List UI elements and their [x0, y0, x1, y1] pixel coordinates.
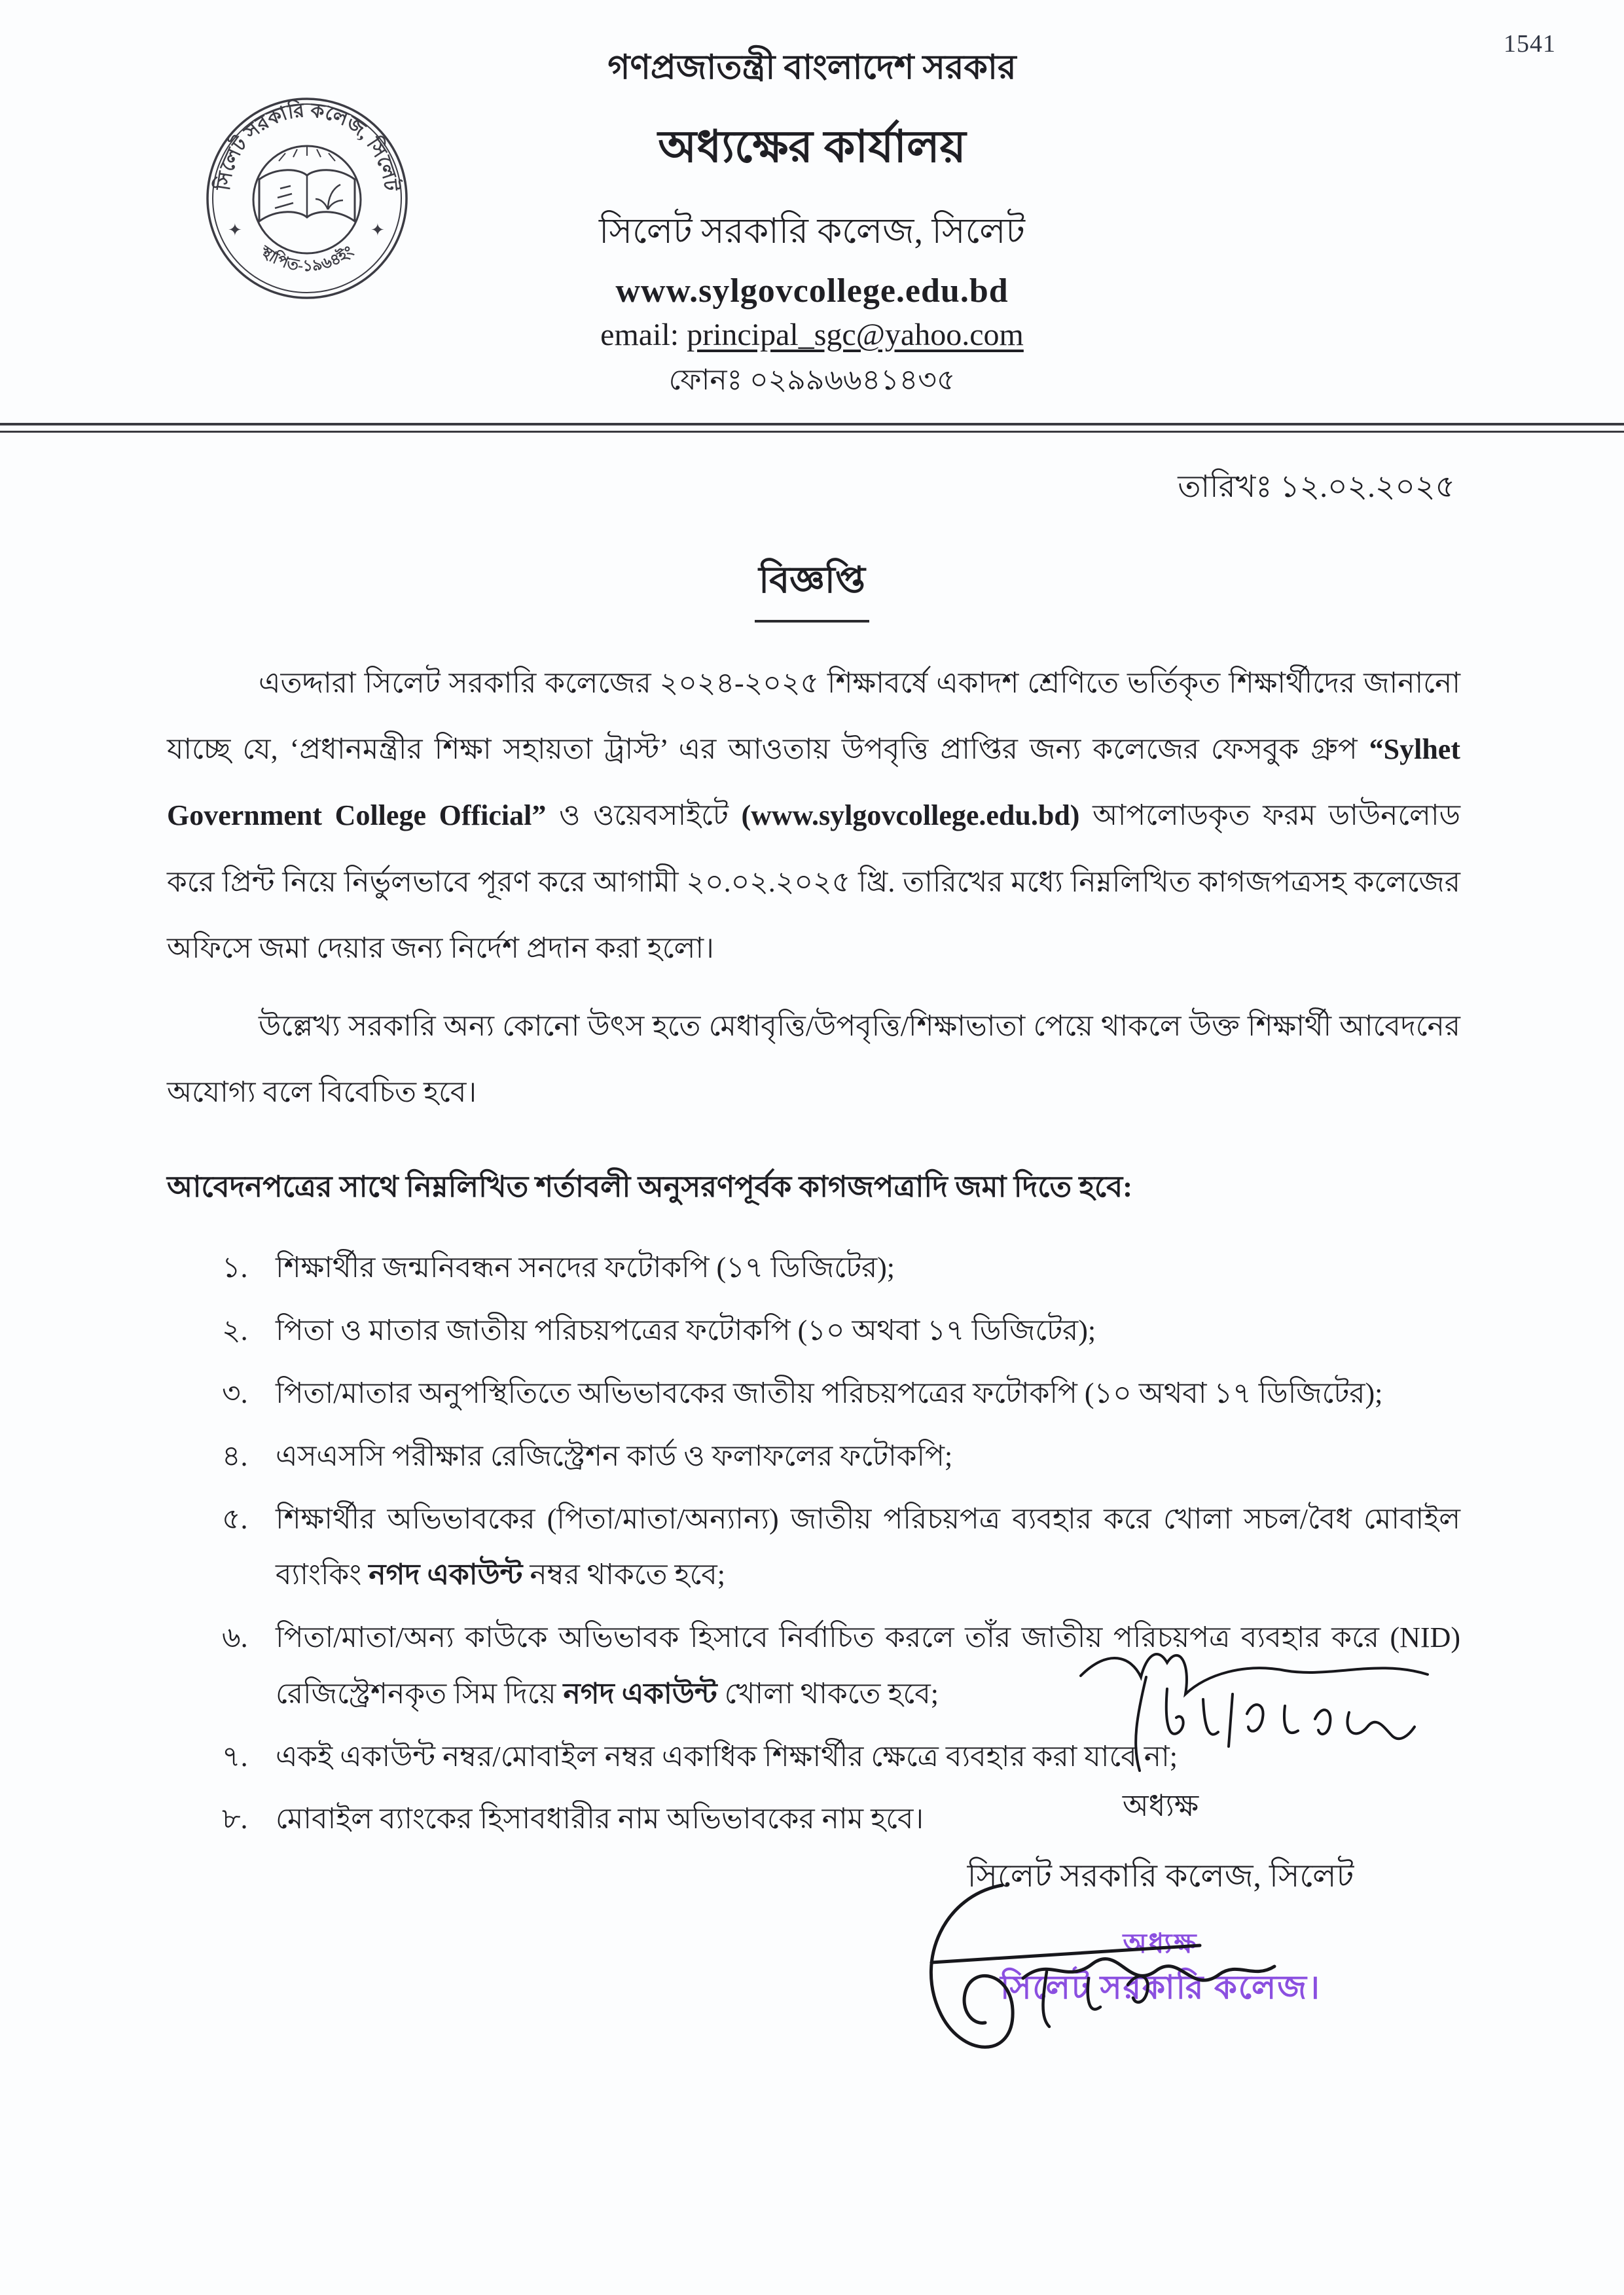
list-item: ৮. মোবাইল ব্যাংকের হিসাবধারীর নাম অভিভাবকের নাম হবে।	[222, 1803, 924, 1835]
email-label: email:	[600, 317, 687, 352]
seal-ring-text-top: সিলেট সরকারি কলেজ, সিলেট	[212, 99, 402, 192]
list-item: ৩. পিতা/মাতার অনুপস্থিতিতে অভিভাবকের জাতীয় পরিচয়পত্রের ফটোকপি (১০ অথবা ১৭ ডিজিটের);	[222, 1377, 1383, 1409]
office-name: অধ্যক্ষের কার্যালয়	[658, 122, 966, 172]
principal-signature-icon	[1069, 1636, 1435, 1787]
seal-star-left-icon: ✦	[228, 221, 242, 240]
signature-block	[873, 1636, 1449, 2008]
seal-ring-text-bottom: স্থাপিত-১৯৬৪ইং	[257, 243, 357, 275]
email-line	[0, 317, 1624, 353]
list-item: ২. পিতা ও মাতার জাতীয় পরিচয়পত্রের ফটোকপি (১০ অথবা ১৭ ডিজিটের);	[222, 1314, 1096, 1347]
svg-text:স্থাপিত-১৯৬৪ইং	[257, 241, 357, 274]
paragraph-1-text: এতদ্দারা সিলেট সরকারি কলেজের ২০২৪-২০২৫ শিক্ষাবর্ষে একাদশ শ্রেণিতে ভর্তিকৃত শিক্ষার্থীদের জানানো যাচ্ছে যে, ‘প্রধানমন্ত্রীর শিক্ষা সহায়তা ট্রাস্ট’ এর আওতায় উপবৃত্তি প্রাপ্তির জন্য কলেজের ফেসবুক গ্রুপ	[167, 667, 1460, 766]
signatory-college: সিলেট সরকারি কলেজ, সিলেট	[967, 1858, 1354, 1894]
paragraph-1: এতদ্দারা সিলেট সরকারি কলেজের ২০২৪-২০২৫ শিক্ষাবর্ষে একাদশ শ্রেণিতে ভর্তিকৃত শিক্ষার্থীদের জানানো যাচ্ছে যে, ‘প্রধানমন্ত্রীর শিক্ষা সহায়তা ট্রাস্ট’ এর আওতায় উপবৃত্তি প্রাপ্তির জন্য কলেজের ফেসবুক গ্রুপ “Sylhet Government College Official” ও ওয়েবসাইটে (www.sylgovcollege.edu.bd) আপলোডকৃত ফরম ডাউনলোড করে প্রিন্ট নিয়ে নির্ভুলভাবে পূরণ করে আগামী ২০.০২.২০২৫ খ্রি. তারিখের মধ্যে নিম্নলিখিত কাগজপত্রসহ কলেজের অফিসে জমা দেয়ার জন্য নির্দেশ প্রদান করা হলো।	[167, 667, 1460, 964]
header-divider	[0, 423, 1624, 433]
list-item: ৬. পিতা/মাতা/অন্য কাউকে অভিভাবক হিসাবে নির্বাচিত করলে তাঁর জাতীয় পরিচয়পত্র ব্যবহার করে (NID) রেজিস্ট্রেশনকৃত সিম দিয়ে নগদ একাউন্ট খোলা থাকতে হবে;	[222, 1621, 1460, 1710]
college-seal-icon	[202, 93, 412, 304]
paragraph-2: উল্লেখ্য সরকারি অন্য কোনো উৎস হতে মেধাবৃত্তি/উপবৃত্তি/শিক্ষাভাতা পেয়ে থাকলে উক্ত শিক্ষার্থী আবেদনের অযোগ্য বলে বিবেচিত হবে।	[167, 1009, 1460, 1109]
date-line: তারিখঃ ১২.০২.২০২৫	[1178, 470, 1455, 504]
letterhead	[0, 0, 1624, 406]
college-seal-logo	[202, 93, 412, 304]
government-name: গণপ্রজাতন্ত্রী বাংলাদেশ সরকার	[607, 49, 1017, 86]
phone-line: ফোনঃ ০২৯৯৬৬৪১৪৩৫	[668, 364, 956, 396]
list-item: ৪. এসএসসি পরীক্ষার রেজিস্ট্রেশন কার্ড ও ফলাফলের ফটোকপি;	[222, 1439, 953, 1472]
seal-star-right-icon: ✦	[370, 221, 385, 240]
email-address: principal_sgc@yahoo.com	[687, 317, 1024, 352]
office-stamp	[873, 1927, 1449, 2008]
website-bold: (www.sylgovcollege.edu.bd)	[741, 799, 1080, 832]
list-item: ৫. শিক্ষার্থীর অভিভাবকের (পিতা/মাতা/অন্যান্য) জাতীয় পরিচয়পত্র ব্যবহার করে খোলা সচল/বৈধ মোবাইল ব্যাংকিং নগদ একাউন্ট নম্বর থাকতে হবে;	[222, 1502, 1460, 1591]
reference-number: 1541	[1504, 30, 1556, 58]
college-name: সিলেট সরকারি কলেজ, সিলেট	[599, 211, 1025, 251]
website-text: www.sylgovcollege.edu.bd	[615, 272, 1009, 310]
list-item: ১. শিক্ষার্থীর জন্মনিবন্ধন সনদের ফটোকপি (১৭ ডিজিটের);	[222, 1252, 895, 1284]
notice-title: বিজ্ঞপ্তি	[755, 552, 869, 623]
signatory-designation: অধ্যক্ষ	[1122, 1789, 1199, 1822]
stamp-college: সিলেট সরকারি কলেজ।	[1000, 1968, 1321, 2006]
requirements-heading: আবেদনপত্রের সাথে নিম্নলিখিত শর্তাবলী অনুসরণপূর্বক কাগজপত্রাদি জমা দিতে হবে:	[167, 1170, 1133, 1204]
list-item: ৭. একই একাউন্ট নম্বর/মোবাইল নম্বর একাধিক শিক্ষার্থীর ক্ষেত্রে ব্যবহার করা যাবে না;	[222, 1740, 1178, 1773]
stamp-designation: অধ্যক্ষ	[1123, 1929, 1199, 1959]
facebook-group-name: “Sylhet Government College Official”	[167, 733, 1460, 832]
